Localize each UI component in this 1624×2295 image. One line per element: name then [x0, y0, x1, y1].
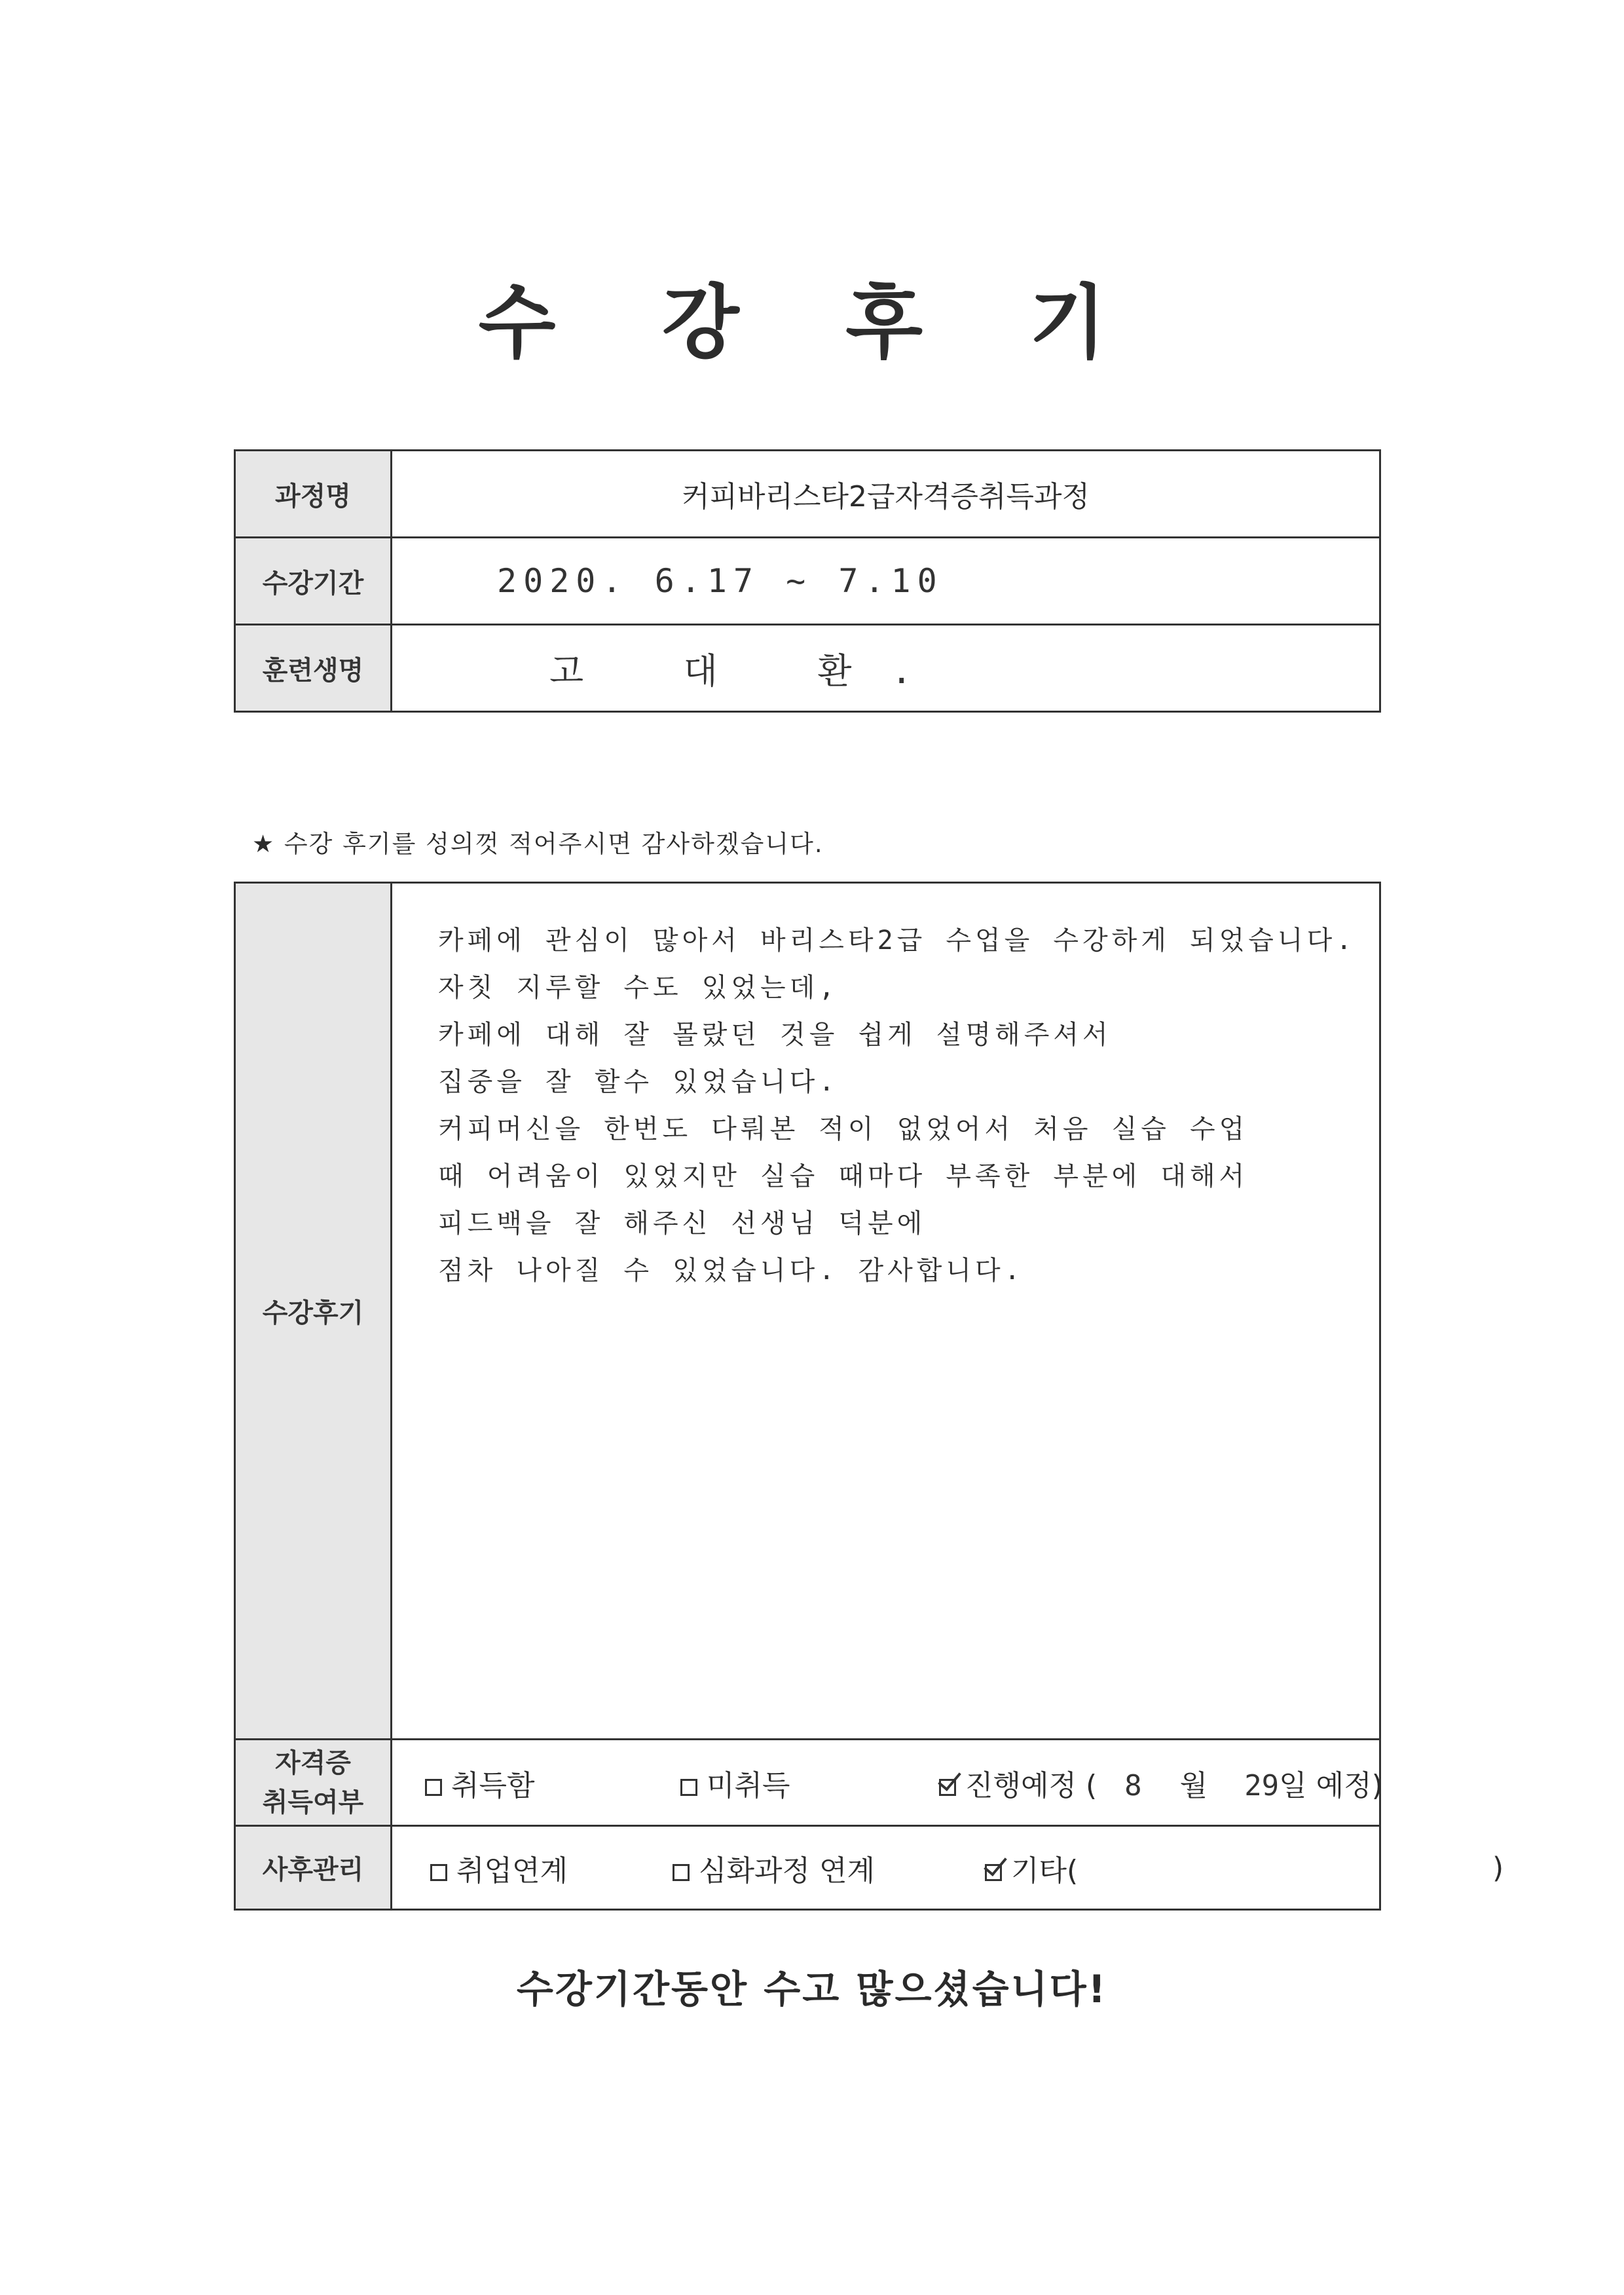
review-body: [392, 883, 1380, 1740]
checkbox-icon[interactable]: [430, 1864, 447, 1881]
period-value: 2020. 6.17 ~ 7.10: [497, 562, 944, 600]
cert-option-in-progress-label: 진행예정 (: [965, 1768, 1098, 1802]
follow-up-label: 사후관리: [235, 1826, 392, 1910]
course-name: 커피바리스타2급자격증취득과정: [392, 451, 1380, 538]
review-table: [234, 882, 1504, 1911]
notice-text: ★ 수강 후기를 성의껏 적어주시면 감사하겠습니다.: [252, 830, 824, 858]
review-line: 카페에 대해 잘 몰랐던 것을 쉽게 설명해주셔서: [438, 1020, 1112, 1050]
checkbox-icon[interactable]: [673, 1864, 690, 1881]
cert-month: 8: [1124, 1768, 1149, 1802]
footer-message: 수강기간동안 수고 많으셨습니다!: [516, 1967, 1108, 2011]
follow-up-option-other[interactable]: [985, 1847, 1078, 1889]
checkbox-icon[interactable]: [680, 1779, 697, 1796]
cert-day-unit: 일 예정): [1279, 1768, 1383, 1802]
follow-up-option-job-label: 취업연계: [456, 1854, 568, 1888]
period-label: 수강기간: [235, 538, 392, 625]
cert-month-unit: 월: [1179, 1768, 1208, 1802]
follow-up-option-advanced[interactable]: [673, 1847, 875, 1889]
review-line: 집중을 잘 할수 있었습니다.: [438, 1067, 839, 1097]
review-line: 때 어려움이 있었지만 실습 때마다 부족한 부분에 대해서: [438, 1161, 1249, 1191]
checkbox-icon[interactable]: [425, 1779, 442, 1796]
follow-up-other-close: ): [1492, 1851, 1504, 1884]
cert-option-obtained-label: 취득함: [451, 1768, 535, 1802]
review-line: 커피머신을 한번도 다뤄본 적이 없었어서 처음 실습 수업: [438, 1114, 1249, 1144]
follow-up-options: [392, 1826, 1504, 1910]
review-label: 수강후기: [235, 883, 392, 1740]
cert-option-obtained[interactable]: [425, 1762, 535, 1804]
course-label: 과정명: [235, 451, 392, 538]
trainee-cell: [392, 625, 1380, 712]
checked-checkbox-icon[interactable]: [939, 1779, 956, 1796]
review-line: 점차 나아질 수 있었습니다. 감사합니다.: [438, 1256, 1024, 1286]
cert-option-not-obtained-label: 미취득: [707, 1768, 790, 1802]
trainee-label: 훈련생명: [235, 625, 392, 712]
follow-up-option-job[interactable]: [430, 1847, 568, 1889]
checked-checkbox-icon[interactable]: [985, 1864, 1002, 1881]
trainee-name: 고 대 환.: [549, 650, 952, 692]
review-line: 피드백을 잘 해주신 선생님 덕분에: [438, 1208, 927, 1239]
course-info-table: [234, 449, 1381, 713]
cert-label-line2: 취득여부: [262, 1787, 364, 1818]
cert-day: 29: [1244, 1768, 1280, 1802]
cert-options: [392, 1740, 1383, 1826]
cert-option-in-progress[interactable]: [939, 1762, 1383, 1804]
review-line: 카페에 관심이 많아서 바리스타2급 수업을 수강하게 되었습니다.: [438, 925, 1356, 956]
cert-option-not-obtained[interactable]: [680, 1762, 790, 1804]
review-line: 자칫 지루할 수도 있었는데,: [438, 973, 839, 1003]
follow-up-option-other-label: 기타(: [1011, 1854, 1079, 1888]
cert-label-line1: 자격증: [275, 1747, 351, 1778]
period-cell: [392, 538, 1380, 625]
cert-status-label: [235, 1740, 392, 1826]
document-title: 수 강 후 기: [478, 275, 1146, 369]
follow-up-option-advanced-label: 심화과정 연계: [699, 1854, 876, 1888]
